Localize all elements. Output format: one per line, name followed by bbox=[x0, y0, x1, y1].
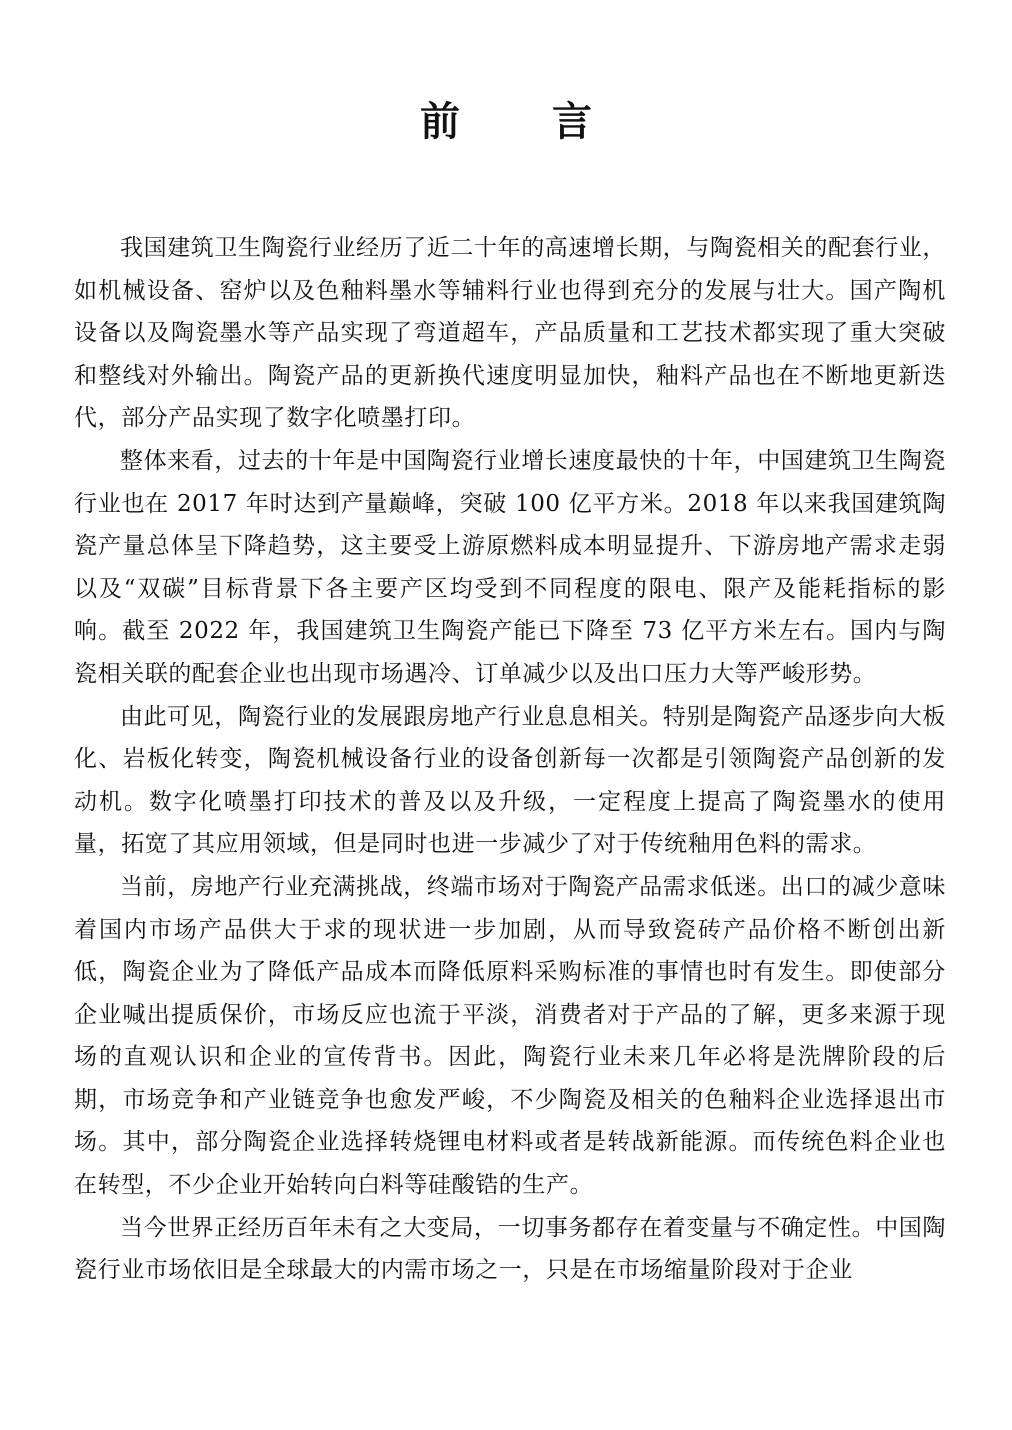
paragraph-4: 当前，房地产行业充满挑战，终端市场对于陶瓷产品需求低迷。出口的减少意味着国内市场产品供大于求的现状进一步加剧，从而导致瓷砖产品价格不断创出新低，陶瓷企业为了降低产品成本而降低原料采购标准的事情也时有发生。即使部分企业喊出提质保价，市场反应也流于平淡，消费者对于产品的了解，更多来源于现场的直观认识和企业的宣传背书。因此，陶瓷行业未来几年必将是洗牌阶段的后期，市场竞争和产业链竞争也愈发严峻，不少陶瓷及相关的色釉料企业选择退出市场。其中，部分陶瓷企业选择转烧锂电材料或者是转战新能源。而传统色料企业也在转型，不少企业开始转向白料等硅酸锆的生产。 bbox=[74, 873, 946, 1199]
paragraph-2: 整体来看，过去的十年是中国陶瓷行业增长速度最快的十年，中国建筑卫生陶瓷行业也在 2017 年时达到产量巅峰，突破 100 亿平方米。2018 年以来我国建筑陶瓷产量总体呈下降趋势，这主要受上游原燃料成本明显提升、下游房地产需求走弱以及“双碳”目标背景下各主要产区均受到不同程度的限电、限产及能耗指标的影响。截至 2022 年，我国建筑卫生陶瓷产能已下降至 73 亿平方米左右。国内与陶瓷相关联的配套企业也出现市场遇冷、订单减少以及出口压力大等严峻形势。 bbox=[74, 447, 946, 687]
body-text bbox=[74, 227, 946, 1292]
paragraph-3: 由此可见，陶瓷行业的发展跟房地产行业息息相关。特别是陶瓷产品逐步向大板化、岩板化转变，陶瓷机械设备行业的设备创新每一次都是引领陶瓷产品创新的发动机。数字化喷墨打印技术的普及以及升级，一定程度上提高了陶瓷墨水的使用量，拓宽了其应用领域，但是同时也进一步减少了对于传统釉用色料的需求。 bbox=[74, 703, 946, 858]
paragraph-5: 当今世界正经历百年未有之大变局，一切事务都存在着变量与不确定性。中国陶瓷行业市场依旧是全球最大的内需市场之一，只是在市场缩量阶段对于企业 bbox=[74, 1214, 946, 1284]
paragraph-1: 我国建筑卫生陶瓷行业经历了近二十年的高速增长期，与陶瓷相关的配套行业，如机械设备、窑炉以及色釉料墨水等辅料行业也得到充分的发展与壮大。国产陶机设备以及陶瓷墨水等产品实现了弯道超车，产品质量和工艺技术都实现了重大突破和整线对外输出。陶瓷产品的更新换代速度明显加快，釉料产品也在不断地更新迭代，部分产品实现了数字化喷墨打印。 bbox=[74, 235, 946, 432]
page-title: 前言 bbox=[420, 99, 684, 145]
